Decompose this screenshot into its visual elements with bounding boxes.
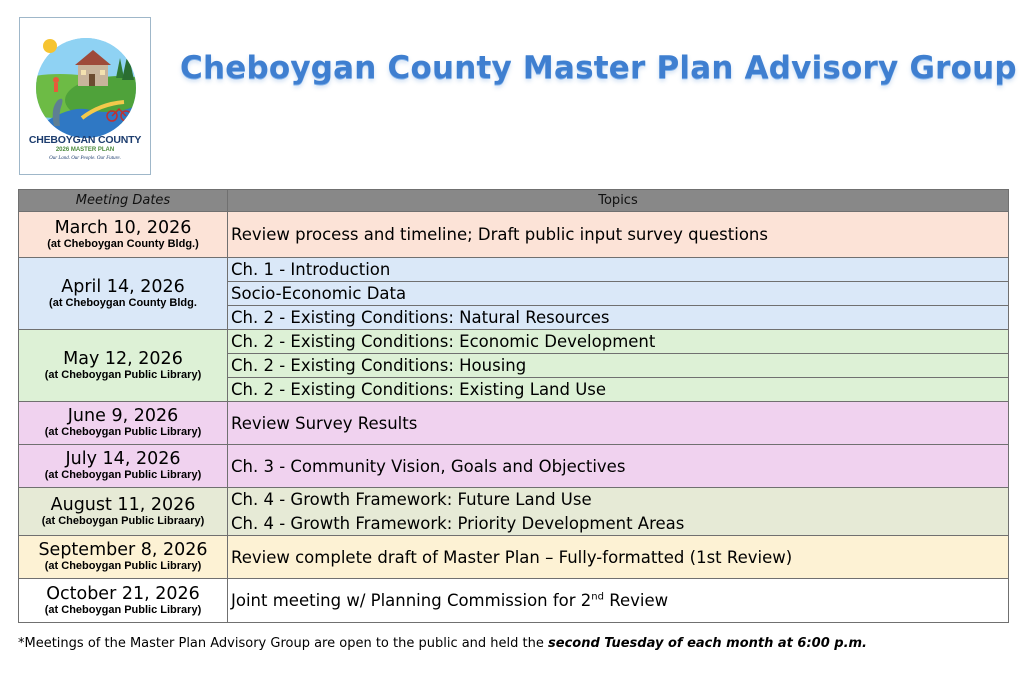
table-row — [19, 445, 1009, 488]
footnote — [18, 636, 1018, 651]
topic-cell: Review complete draft of Master Plan – Fully-formatted (1st Review) — [228, 536, 1009, 579]
meeting-date-cell — [19, 212, 228, 258]
topic-cell: Review Survey Results — [228, 402, 1009, 445]
county-logo — [19, 17, 151, 175]
topic-cell: Ch. 2 - Existing Conditions: Economic Development — [228, 330, 1009, 354]
meeting-schedule-table — [18, 189, 1009, 623]
meeting-date-cell — [19, 445, 228, 488]
topic-text: Joint meeting w/ Planning Commission for 2 — [231, 591, 592, 610]
logo-tagline: Our Land. Our People. Our Future. — [49, 156, 121, 161]
table-row — [19, 330, 1009, 354]
meeting-date-cell — [19, 488, 228, 536]
meeting-date-cell — [19, 402, 228, 445]
table-row — [19, 402, 1009, 445]
header-topics: Topics — [228, 190, 1009, 212]
topic-cell: Socio-Economic Data — [228, 282, 1009, 306]
topic-cell: Ch. 4 - Growth Framework: Future Land Use — [228, 488, 1009, 512]
page-title: Cheboygan County Master Plan Advisory Group — [180, 50, 1017, 86]
meeting-location: (at Cheboygan Public Library) — [44, 469, 202, 482]
meeting-location: (at Cheboygan County Bldg. — [49, 296, 197, 309]
meeting-date: September 8, 2026 — [38, 540, 208, 561]
meeting-location: (at Cheboygan Public Library) — [44, 603, 202, 616]
table-header-row — [19, 190, 1009, 212]
meeting-date-cell — [19, 258, 228, 330]
topic-cell: Ch. 2 - Existing Conditions: Housing — [228, 354, 1009, 378]
meeting-location: (at Cheboygan Public Libraary) — [41, 514, 205, 527]
topic-cell: Ch. 3 - Community Vision, Goals and Objectives — [228, 445, 1009, 488]
topic-text-end: Review — [603, 591, 669, 610]
table-row — [19, 258, 1009, 282]
meeting-date: March 10, 2026 — [54, 217, 192, 238]
meeting-location: (at Cheboygan Public Library) — [44, 368, 202, 381]
meeting-date: April 14, 2026 — [61, 276, 185, 297]
topic-cell — [228, 579, 1009, 623]
topic-cell: Ch. 4 - Growth Framework: Priority Development Areas — [228, 512, 1009, 536]
meeting-date: October 21, 2026 — [46, 583, 200, 604]
meeting-date: August 11, 2026 — [50, 494, 196, 515]
logo-county-name: CHEBOYGAN COUNTY — [28, 134, 142, 146]
meeting-location: (at Cheboygan County Bldg.) — [47, 237, 199, 250]
table-row — [19, 212, 1009, 258]
meeting-location: (at Cheboygan Public Library) — [44, 560, 202, 573]
logo-subtitle: 2026 MASTER PLAN — [55, 147, 115, 153]
meeting-location: (at Cheboygan Public Library) — [44, 426, 202, 439]
table-row — [19, 579, 1009, 623]
meeting-date-cell — [19, 579, 228, 623]
meeting-date-cell — [19, 330, 228, 402]
header-meeting-dates: Meeting Dates — [19, 190, 228, 212]
footnote-emphasis: second Tuesday of each month at 6:00 p.m. — [548, 636, 867, 651]
table-row — [19, 488, 1009, 512]
meeting-date: July 14, 2026 — [65, 449, 181, 470]
topic-cell: Ch. 2 - Existing Conditions: Existing Land Use — [228, 378, 1009, 402]
topic-cell: Ch. 1 - Introduction — [228, 258, 1009, 282]
topic-cell: Review process and timeline; Draft public input survey questions — [228, 212, 1009, 258]
ordinal-suffix: nd — [591, 591, 604, 603]
topic-cell: Ch. 2 - Existing Conditions: Natural Resources — [228, 306, 1009, 330]
footnote-text: *Meetings of the Master Plan Advisory Group are open to the public and held the — [18, 636, 549, 651]
meeting-date: June 9, 2026 — [67, 406, 179, 427]
meeting-date-cell — [19, 536, 228, 579]
table-row — [19, 536, 1009, 579]
meeting-date: May 12, 2026 — [63, 348, 183, 369]
